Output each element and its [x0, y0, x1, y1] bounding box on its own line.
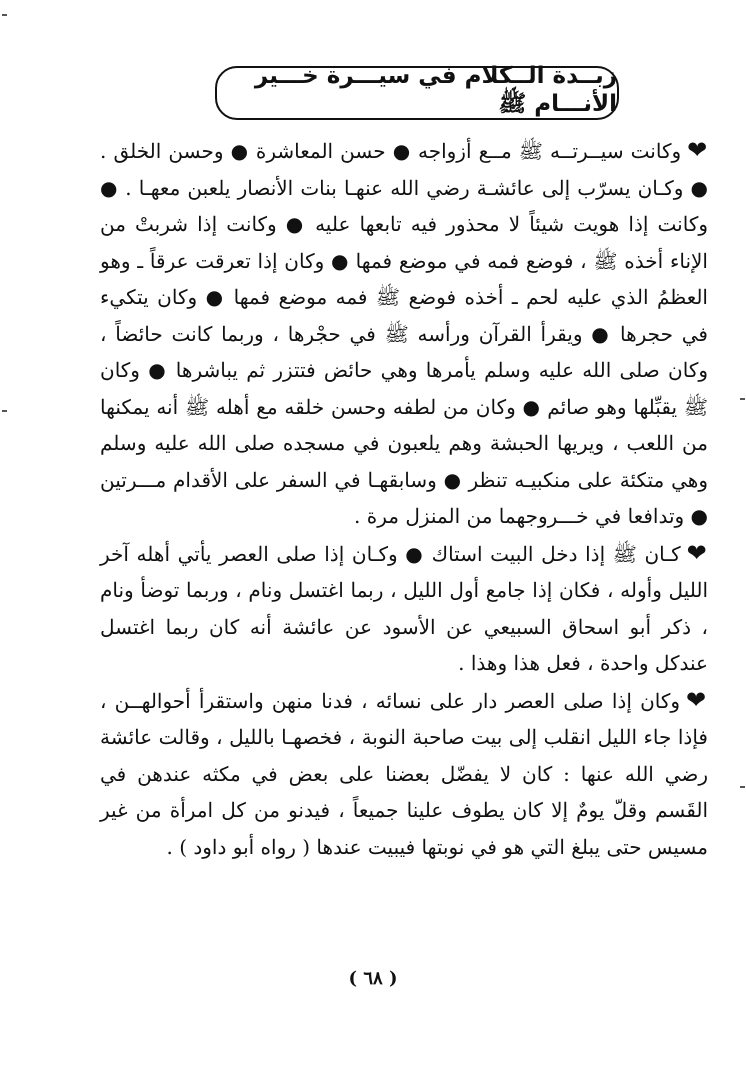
page-number: ( ٦٨ ) — [348, 968, 398, 989]
heart-icon: ❤ — [686, 538, 709, 567]
scan-edge-mark — [2, 410, 7, 412]
scan-edge-mark — [740, 786, 745, 788]
paragraph — [100, 132, 708, 535]
paragraph-text: وكانت سيــرتــه ﷺ مــع أزواجه ● حسن المعاشرة ● وحسن الخلق . ● وكـان يسرّب إلى عائشـة رضي الله عنهـا بنات الأنصار يلعبن معهـا . ● وكانت إذا هويت شيئاً لا محذور فيه تابعها عليه ● وكانت إذا شربتْ من الإناء أخذه ﷺ ، فوضع فمه في موضع فمها ● وكان إذا تعرقت عرقاً ـ وهو العظمُ الذي عليه لحم ـ أخذه فوضع ﷺ فمه موضع فمها ● وكان يتكيء في حجرها ● ويقرأ القرآن ورأسه ﷺ في حجْرها ، وربما كانت حائضاً ، وكان صلى الله عليه وسلم يأمرها وهي حائض فتتزر ثم يباشرها ● وكان ﷺ يقبِّلها وهو صائم ● وكان من لطفه وحسن خلقه مع أهله ﷺ أنه يمكنها من اللعب ، ويريها الحبشة وهم يلعبون في مسجده صلى الله عليه وسلم وهي متكئة على منكبيـه تنظر ● وسابقهـا في السفر على الأقدام مـــرتين ● وتدافعا في خـــروجهما من المنزل مرة . — [100, 139, 708, 528]
chapter-title: زبــدة الــكلام في سيـــرة خـــير الأنـــام ﷺ — [254, 63, 617, 117]
paragraph-text: كـان ﷺ إذا دخل البيت استاك ● وكـان إذا صلى العصر يأتي أهله آخر الليل وأوله ، فكان إذا جامع أول الليل ، ربما اغتسل ونام ، وربما توضأ ونام ، ذكر أبو اسحاق السبيعي عن الأسود عن عائشة أنه كان ربما اغتسل عندكل واحدة ، فعل هذا وهذا . — [100, 541, 709, 675]
scan-edge-mark — [2, 14, 7, 16]
chapter-title-frame — [215, 63, 619, 120]
paragraph-text: وكان إذا صلى العصر دار على نسائه ، فدنا منهن واستقرأ أحوالهــن ، فإذا جاء الليل انقلب إلى بيت صاحبة النوبة ، فخصهـا بالليل ، وقالت عائشة رضي الله عنها : كان لا يفضّل بعضنا على بعض في مكثه عندهن في القَسم وقلّ يومٌ إلا كان يطوف علينا جميعاً ، فيدنو من كل امرأة من غير مسيس حتى يبلغ التي هو في نوبتها فيبيت عندها ( رواه أبو داود ) . — [100, 688, 708, 859]
paragraph — [100, 535, 708, 682]
scan-edge-mark — [740, 398, 745, 400]
heart-icon: ❤ — [687, 136, 709, 164]
heart-icon: ❤ — [686, 685, 708, 714]
page-body — [100, 132, 708, 865]
paragraph — [100, 682, 708, 866]
